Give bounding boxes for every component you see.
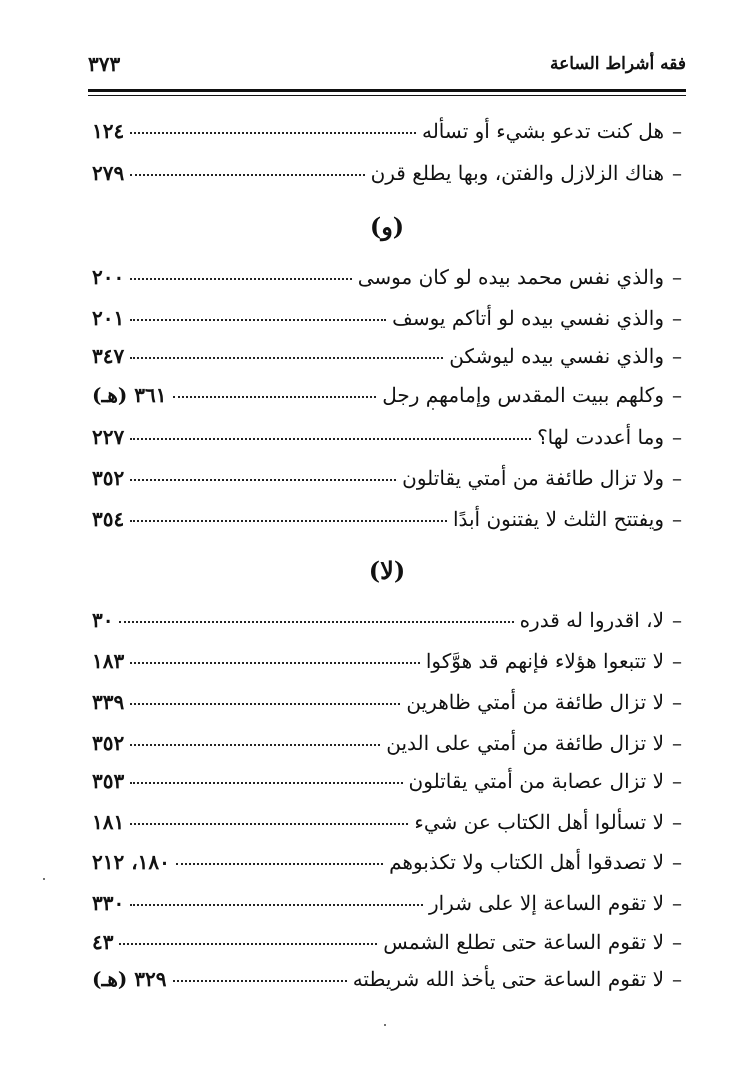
dot-leader: [130, 782, 402, 784]
entry-pages: ٢٠١: [92, 306, 125, 330]
section-heading-waw: (و): [369, 212, 405, 241]
entry-pages: ١٨٣: [92, 649, 125, 673]
entry-pages: ١٢٤: [92, 119, 125, 143]
entry-pages: ٣٠: [92, 608, 114, 632]
running-header: [88, 48, 686, 88]
dot-leader: [130, 823, 408, 825]
entry-dash: –: [672, 383, 682, 407]
entry-pages: ٣٣٩: [92, 690, 125, 714]
dot-leader: [119, 943, 377, 945]
dot-leader: [173, 980, 347, 982]
index-entry: [92, 886, 682, 920]
entry-pages: ٤٣: [92, 930, 114, 954]
dot-leader: [130, 479, 396, 481]
dot-leader: [130, 904, 423, 906]
dot-leader: [176, 863, 383, 865]
entry-pages: ١٨١: [92, 810, 125, 834]
entry-dash: –: [672, 769, 682, 793]
entry-dash: –: [672, 850, 682, 874]
index-entry: [92, 156, 682, 190]
entry-text: وكلهم ببيت المقدس وإمامهم رجل: [382, 383, 664, 407]
entry-text: لا تقوم الساعة حتى يأخذ الله شريطته: [352, 967, 664, 991]
entry-text: لا تزال طائفة من أمتي على الدين: [386, 731, 664, 755]
entry-text: لا تتبعوا هؤلاء فإنهم قد هوَّكوا: [425, 649, 664, 673]
entry-text: لا تصدقوا أهل الكتاب ولا تكذبوهم: [389, 850, 664, 874]
dot-leader: [130, 357, 443, 359]
entry-pages: ٣٥٢: [92, 731, 125, 755]
dot-leader: [130, 438, 531, 440]
index-entry: [92, 925, 682, 959]
entry-text: لا، اقدروا له قدره: [519, 608, 664, 632]
dot-leader: [173, 396, 377, 398]
entry-text: هناك الزلازل والفتن، وبها يطلع قرن: [370, 161, 664, 185]
index-entry: [92, 603, 682, 637]
header-rule-thin: [88, 95, 686, 96]
entry-text: لا تسألوا أهل الكتاب عن شيء: [414, 810, 664, 834]
entry-dash: –: [672, 967, 682, 991]
page-number: ٣٧٣: [88, 52, 121, 76]
index-entry: [92, 260, 682, 294]
entry-text: وما أعددت لها؟: [537, 425, 664, 449]
entry-dash: –: [672, 161, 682, 185]
entry-pages: ٣٢٩ (هـ): [92, 967, 167, 991]
index-entry: [92, 726, 682, 760]
index-entry: [92, 378, 682, 412]
index-entry: [92, 114, 682, 148]
dot-leader: [130, 132, 416, 134]
index-entry: [92, 805, 682, 839]
dot-leader: [130, 319, 386, 321]
section-heading-la: (لا): [368, 556, 406, 585]
entry-dash: –: [672, 306, 682, 330]
index-entry: [92, 644, 682, 678]
entry-dash: –: [672, 608, 682, 632]
entry-pages: ٣٤٧: [92, 344, 125, 368]
index-entry: [92, 301, 682, 335]
book-title: فقه أشراط الساعة: [550, 54, 686, 74]
entry-text: لا تقوم الساعة إلا على شرار: [428, 891, 664, 915]
index-entry: [92, 339, 682, 373]
entry-dash: –: [672, 265, 682, 289]
entry-pages: ٣٦١ (هـ): [92, 383, 167, 407]
index-entry: [92, 962, 682, 996]
entry-text: لا تقوم الساعة حتى تطلع الشمس: [383, 930, 664, 954]
dot-leader: [130, 662, 420, 664]
entry-text: هل كنت تدعو بشيء أو تسأله: [421, 119, 664, 143]
index-entry: [92, 764, 682, 798]
entry-dash: –: [672, 425, 682, 449]
entry-pages: ٢٧٩: [92, 161, 125, 185]
dot-leader: [130, 278, 352, 280]
dot-leader: [130, 703, 400, 705]
scan-speck: [384, 1024, 386, 1026]
dot-leader: [130, 744, 380, 746]
dot-leader: [130, 520, 447, 522]
entry-dash: –: [672, 344, 682, 368]
entry-pages: ٣٣٠: [92, 891, 125, 915]
entry-dash: –: [672, 891, 682, 915]
entry-dash: –: [672, 690, 682, 714]
entry-dash: –: [672, 649, 682, 673]
index-entry: [92, 461, 682, 495]
index-entry: [92, 845, 682, 879]
entry-pages: ٣٥٤: [92, 507, 125, 531]
entry-text: ويفتتح الثلث لا يفتنون أبدًا: [452, 507, 664, 531]
entry-text: والذي نفسي بيده لو أتاكم يوسف: [392, 306, 664, 330]
scan-speck: [43, 878, 45, 880]
entry-pages: ٢٠٠: [92, 265, 125, 289]
entry-pages: ٢٢٧: [92, 425, 125, 449]
entry-dash: –: [672, 930, 682, 954]
dot-leader: [130, 174, 364, 176]
entry-text: لا تزال طائفة من أمتي ظاهرين: [406, 690, 664, 714]
scan-speck: [432, 408, 434, 410]
entry-dash: –: [672, 507, 682, 531]
entry-text: لا تزال عصابة من أمتي يقاتلون: [408, 769, 664, 793]
entry-dash: –: [672, 731, 682, 755]
index-entry: [92, 502, 682, 536]
entry-text: ولا تزال طائفة من أمتي يقاتلون: [402, 466, 664, 490]
entry-dash: –: [672, 466, 682, 490]
entry-pages: ٣٥٢: [92, 466, 125, 490]
entry-text: والذي نفس محمد بيده لو كان موسى: [357, 265, 664, 289]
entry-pages: ١٨٠، ٢١٢: [92, 850, 170, 874]
index-entry: [92, 685, 682, 719]
entry-dash: –: [672, 810, 682, 834]
entry-text: والذي نفسي بيده ليوشكن: [449, 344, 664, 368]
entry-pages: ٣٥٣: [92, 769, 125, 793]
header-rule-thick: [88, 89, 686, 92]
index-entry: [92, 420, 682, 454]
entry-dash: –: [672, 119, 682, 143]
dot-leader: [119, 621, 513, 623]
